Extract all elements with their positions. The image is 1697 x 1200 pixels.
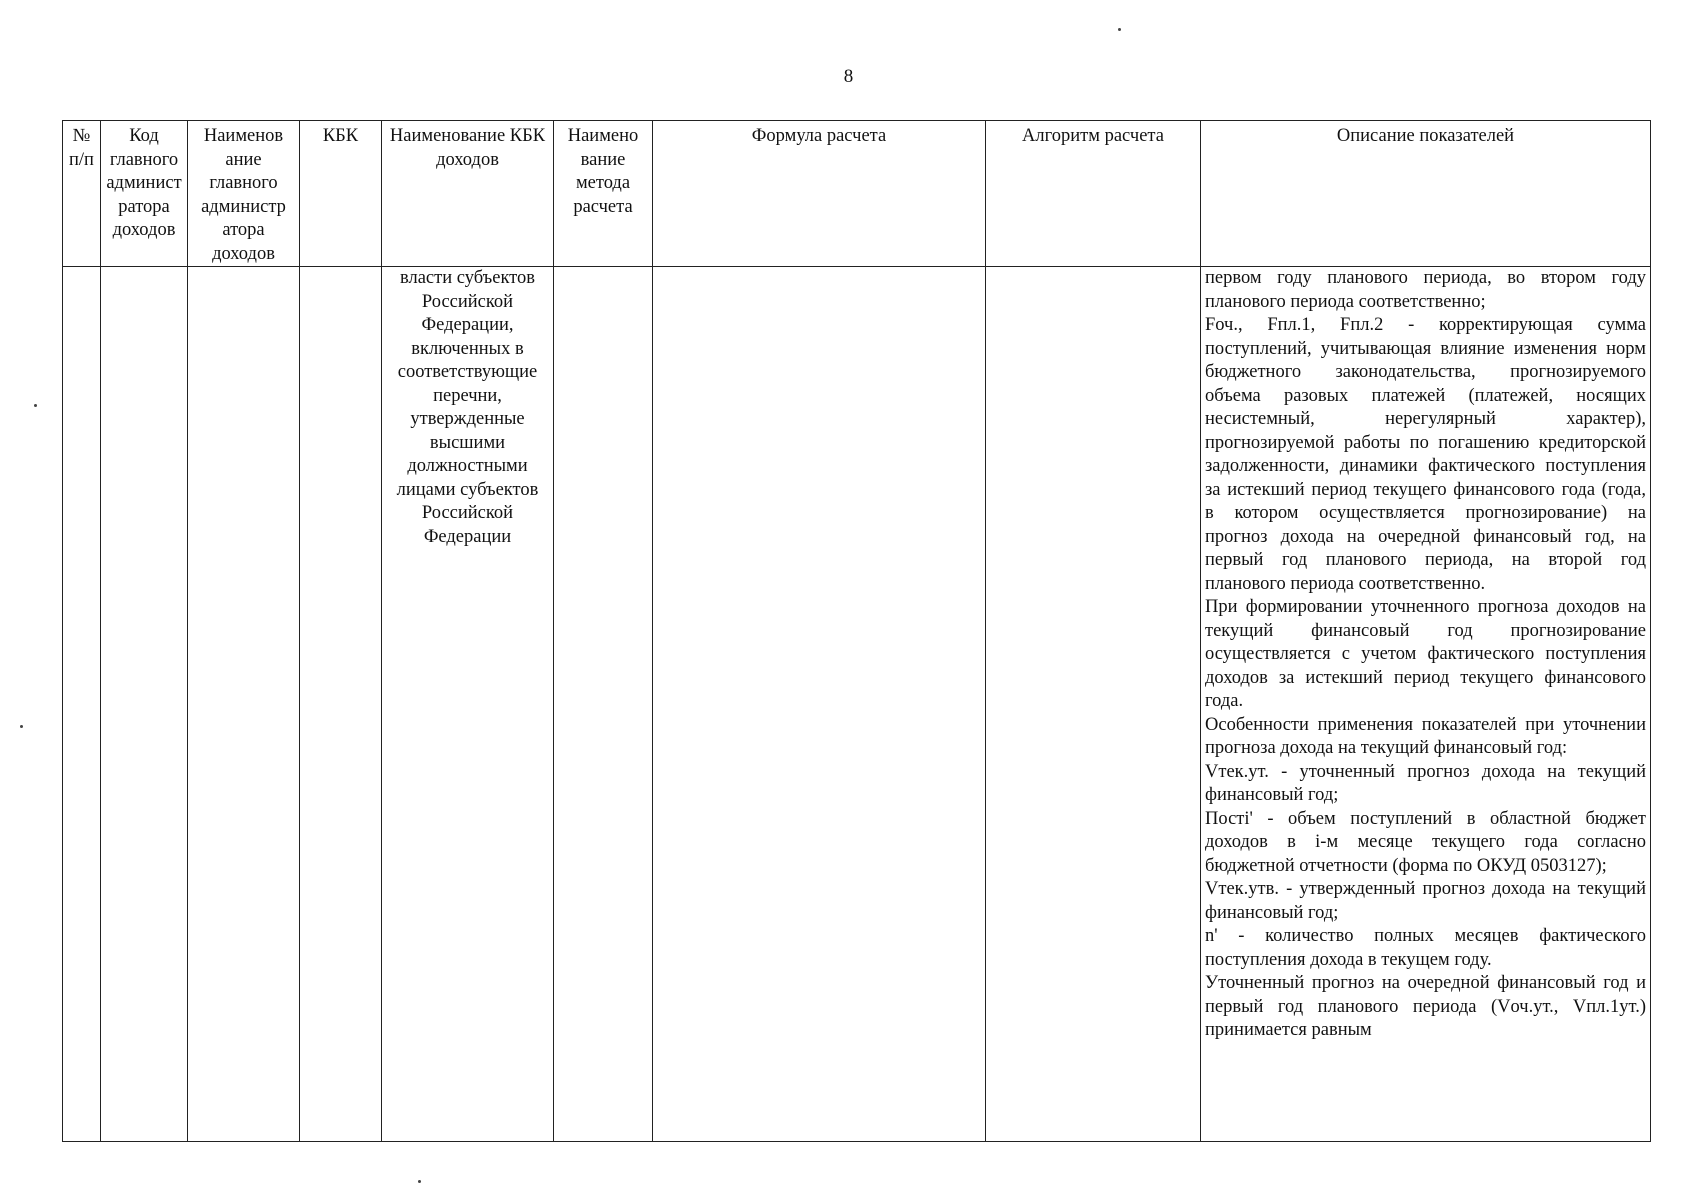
header-kbk: КБК	[300, 121, 382, 267]
description-paragraph: Постi' - объем поступлений в областной бюджет доходов в i-м месяце текущего года согласно бюджетной отчетности (форма по ОКУД 0503127);	[1205, 808, 1646, 876]
kbk-name-line: соответствующие	[397, 362, 538, 382]
kbk-name-line: лицами субъектов	[396, 479, 539, 500]
description-paragraph: Vтек.ут. - уточненный прогноз дохода на текущий финансовый год;	[1205, 761, 1646, 805]
description-paragraph: первом году планового периода, во втором году планового периода соответственно;	[1205, 268, 1646, 312]
table-header-row	[63, 121, 1651, 267]
kbk-name-line: включенных в	[411, 338, 524, 359]
header-method: Наимено вание метода расчета	[554, 121, 653, 267]
header-kbk-name: Наименование КБК доходов	[382, 121, 554, 267]
description-paragraph: Fоч., Fпл.1, Fпл.2 - корректирующая сумма поступлений, учитывающая влияние изменения норм бюджетного законодательства, прогнозируемого объема разовых платежей (платежей, носящих несистемный, нерегулярный характер), прогнозируемой работы по погашению кредиторской задолженности, динамики фактического поступления за истекший период текущего финансового года (года, в котором осуществляется прогнозирование) на прогноз дохода на очередной финансовый год, на первый год планового периода, на второй год планового периода соответственно.	[1205, 315, 1646, 594]
cell-description	[1201, 267, 1651, 1142]
scan-speck	[418, 1180, 421, 1183]
scan-speck	[34, 404, 37, 407]
kbk-name-line: Российской	[421, 503, 514, 523]
header-admin-name: Наименов ание главного администр атора доходов	[188, 121, 300, 267]
description-paragraph: При формировании уточненного прогноза доходов на текущий финансовый год прогнозирование осуществляется с учетом фактического поступления доходов за истекший период текущего финансового года.	[1205, 597, 1646, 711]
kbk-name-line: перечни,	[433, 385, 502, 406]
header-description: Описание показателей	[1201, 121, 1651, 267]
kbk-name-line: Российской	[421, 291, 514, 312]
revenue-forecast-table	[62, 120, 1651, 1142]
header-num: № п/п	[63, 121, 101, 267]
page-number: 8	[843, 66, 854, 87]
header-algorithm: Алгоритм расчета	[986, 121, 1201, 267]
cell-kbk	[300, 267, 382, 1142]
cell-method	[554, 267, 653, 1142]
kbk-name-line: Федерации,	[421, 315, 514, 335]
scan-speck	[1118, 28, 1121, 31]
table-row	[63, 267, 1651, 1142]
cell-admin-name	[188, 267, 300, 1142]
kbk-name-line: власти субъектов	[399, 268, 536, 288]
header-formula: Формула расчета	[653, 121, 986, 267]
description-paragraph: Vтек.утв. - утвержденный прогноз дохода на текущий финансовый год;	[1205, 879, 1646, 923]
kbk-name-line: должностными	[407, 456, 528, 476]
scan-speck	[20, 725, 23, 728]
kbk-name-line: Федерации	[423, 526, 512, 547]
cell-admin-code	[101, 267, 188, 1142]
description-paragraph: n' - количество полных месяцев фактического поступления дохода в текущем году.	[1205, 926, 1646, 970]
cell-kbk-name	[382, 267, 554, 1142]
kbk-name-line: высшими	[429, 432, 506, 453]
cell-formula	[653, 267, 986, 1142]
header-admin-code: Код главного админист ратора доходов	[101, 121, 188, 267]
kbk-name-line: утвержденные	[410, 409, 525, 429]
cell-num	[63, 267, 101, 1142]
cell-algorithm	[986, 267, 1201, 1142]
description-paragraph: Уточненный прогноз на очередной финансовый год и первый год планового периода (Vоч.ут., Vпл.1ут.) принимается равным	[1205, 973, 1646, 1040]
description-paragraph: Особенности применения показателей при уточнении прогноза дохода на текущий финансовый год:	[1205, 714, 1646, 758]
